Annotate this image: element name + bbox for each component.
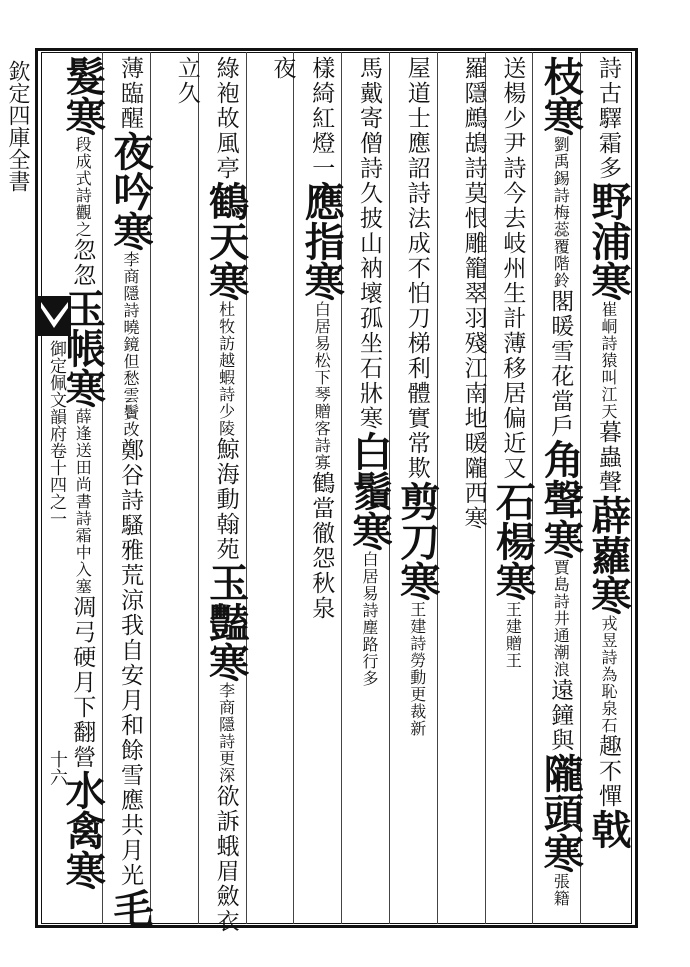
body-text: 鯨海動翰苑 bbox=[212, 437, 239, 562]
body-text: 樣綺紅燈一 bbox=[308, 56, 335, 181]
body-text: 趣不憚 bbox=[594, 734, 621, 809]
annotation-text: 張籍 bbox=[551, 873, 571, 907]
body-text: 鶴當徹怨秋泉 bbox=[308, 471, 335, 621]
text-column bbox=[293, 56, 346, 920]
headword: 野浦寒 bbox=[584, 181, 632, 301]
text-column bbox=[54, 56, 107, 920]
headword: 隴頭寒 bbox=[537, 753, 585, 873]
annotation-text: 崔峒詩猿叫江天 bbox=[598, 301, 618, 420]
body-text: 凋弓硬月下翻營 bbox=[69, 595, 96, 770]
headword: 戟 bbox=[584, 809, 632, 849]
annotation-text: 劉禹錫詩梅蕊覆階鈴 bbox=[551, 136, 571, 289]
annotation-text: 賈島詩井通潮浪 bbox=[551, 559, 571, 678]
body-text: 薄臨醒 bbox=[116, 56, 143, 131]
text-column bbox=[485, 56, 537, 920]
body-text: 遠鐘與 bbox=[547, 678, 574, 753]
text-column bbox=[532, 56, 585, 920]
body-text: 暮蟲聲 bbox=[594, 420, 621, 495]
body-text: 又 bbox=[499, 456, 526, 481]
annotation-text: 王建詩勞動更裁新 bbox=[407, 601, 427, 737]
annotation-text: 杜牧訪越蝦詩少陵 bbox=[216, 301, 236, 437]
text-column bbox=[341, 56, 393, 920]
headword: 應指寒 bbox=[298, 181, 346, 301]
body-text: 屋道士應詔詩法成不怕刀梯利體實常欺 bbox=[403, 56, 430, 481]
headword: 剪刀寒 bbox=[393, 481, 441, 601]
annotation-text: 戎昱詩為恥泉石 bbox=[598, 615, 618, 734]
annotation-text: 王建贈王 bbox=[503, 601, 523, 669]
headword: 玉帳寒 bbox=[59, 288, 107, 408]
body-text: 鄭谷詩騷雅荒涼我自安月和餘雪 bbox=[116, 438, 143, 788]
headword: 角聲寒 bbox=[537, 439, 585, 559]
headword: 石楊寒 bbox=[489, 481, 537, 601]
headword: 毛 bbox=[106, 888, 154, 928]
body-text: 閣暖雪花當戶 bbox=[547, 289, 574, 439]
margin-collection-title: 欽定四庫全書 bbox=[5, 60, 30, 192]
text-column bbox=[246, 56, 294, 920]
headword: 枝寒 bbox=[537, 56, 585, 136]
body-text: 詩古驛霜 bbox=[594, 56, 621, 156]
body-text: 夜 bbox=[269, 56, 296, 81]
headword: 薜蘿寒 bbox=[584, 495, 632, 615]
text-column bbox=[580, 56, 632, 920]
column-rule bbox=[293, 52, 294, 924]
annotation-text: 白居易松下琴贈客詩寡 bbox=[312, 301, 332, 471]
body-text: 多 bbox=[594, 156, 621, 181]
annotation-text: 薛逢送田尚書詩霜中入塞 bbox=[73, 408, 93, 595]
body-text: 馬戴寄僧詩久披山衲壞孤坐石牀寒 bbox=[355, 56, 382, 431]
book-title-text: 御定佩文韻府 bbox=[46, 340, 66, 442]
text-column bbox=[102, 56, 154, 928]
text-column bbox=[150, 56, 198, 920]
body-text: 應共月光 bbox=[116, 788, 143, 888]
text-column bbox=[437, 56, 485, 920]
body-text: 忽忽 bbox=[69, 238, 96, 288]
headword: 夜吟寒 bbox=[106, 131, 154, 251]
headword: 鶴天寒 bbox=[202, 181, 250, 301]
annotation-text: 李商隱詩曉鏡但愁雲鬢改 bbox=[120, 251, 140, 438]
volume-text: 卷十四之一 bbox=[46, 442, 66, 527]
headword: 水禽寒 bbox=[59, 770, 107, 890]
annotation-text: 白居易詩塵路行多 bbox=[359, 551, 379, 687]
body-text: 立久 bbox=[173, 56, 200, 106]
text-column bbox=[198, 56, 250, 934]
headword: 髮寒 bbox=[59, 56, 107, 136]
body-text: 綠袍故風亭 bbox=[212, 56, 239, 181]
margin-page-number: 十六 bbox=[47, 750, 68, 786]
body-text: 欲訴蛾眉斂衣 bbox=[212, 784, 239, 934]
annotation-text: 李商隱詩更深 bbox=[216, 682, 236, 784]
headword: 玉豔寒 bbox=[202, 562, 250, 682]
annotation-text: 段成式詩觀之 bbox=[73, 136, 93, 238]
column-rule bbox=[198, 52, 199, 924]
text-column bbox=[389, 56, 441, 920]
headword: 白鬚寒 bbox=[345, 431, 393, 551]
body-text: 送楊少尹詩今去岐州生計薄移居偏近 bbox=[499, 56, 526, 456]
body-text: 羅隱鷓鴣詩莫恨雕籠翠羽殘江南地暖隴西寒 bbox=[460, 56, 487, 531]
